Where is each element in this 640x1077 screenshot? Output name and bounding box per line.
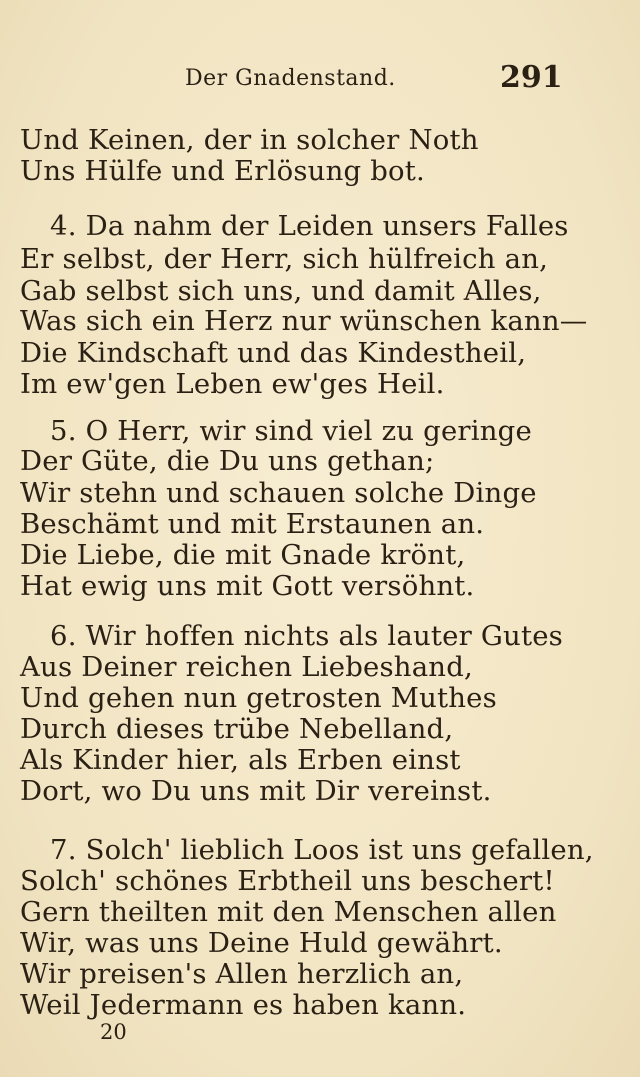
verse-line: Die Liebe, die mit Gnade krönt, [20, 539, 466, 571]
stanza-first-line: 5. O Herr, wir sind viel zu geringe [50, 415, 532, 447]
stanza-first-line: 7. Solch' lieblich Loos ist uns gefallen, [50, 834, 594, 866]
verse-line: Uns Hülfe und Erlösung bot. [20, 155, 425, 187]
verse-line: Wir, was uns Deine Huld gewährt. [20, 927, 503, 959]
stanza-first-line: 4. Da nahm der Leiden unsers Falles [50, 210, 569, 242]
page-number: 291 [500, 60, 563, 95]
verse-line: Gern theilten mit den Menschen allen [20, 896, 557, 928]
verse-line: Gab selbst sich uns, und damit Alles, [20, 275, 542, 307]
verse-line: Als Kinder hier, als Erben einst [20, 744, 461, 776]
verse-line: Der Güte, die Du uns gethan; [20, 445, 435, 477]
verse-line: Und gehen nun getrosten Muthes [20, 682, 497, 714]
verse-line: Und Keinen, der in solcher Noth [20, 124, 479, 156]
verse-line: Wir preisen's Allen herzlich an, [20, 958, 464, 990]
verse-line: Aus Deiner reichen Liebeshand, [20, 651, 473, 683]
verse-line: Wir stehn und schauen solche Dinge [20, 477, 537, 509]
stanza-first-line: 6. Wir hoffen nichts als lauter Gutes [50, 620, 563, 652]
verse-line: Beschämt und mit Erstaunen an. [20, 508, 485, 540]
verse-line: Durch dieses trübe Nebelland, [20, 713, 454, 745]
verse-line: Im ew'gen Leben ew'ges Heil. [20, 368, 445, 400]
verse-line: Hat ewig uns mit Gott versöhnt. [20, 570, 475, 602]
verse-line: Er selbst, der Herr, sich hülfreich an, [20, 243, 549, 275]
running-title: Der Gnadenstand. [185, 66, 396, 91]
verse-line: Solch' schönes Erbtheil uns beschert! [20, 865, 555, 897]
verse-line: Was sich ein Herz nur wünschen kann— [20, 305, 588, 337]
signature-mark: 20 [100, 1020, 127, 1044]
verse-line: Dort, wo Du uns mit Dir vereinst. [20, 775, 492, 807]
verse-line: Die Kindschaft und das Kindestheil, [20, 337, 527, 369]
verse-line: Weil Jedermann es haben kann. [20, 989, 467, 1021]
